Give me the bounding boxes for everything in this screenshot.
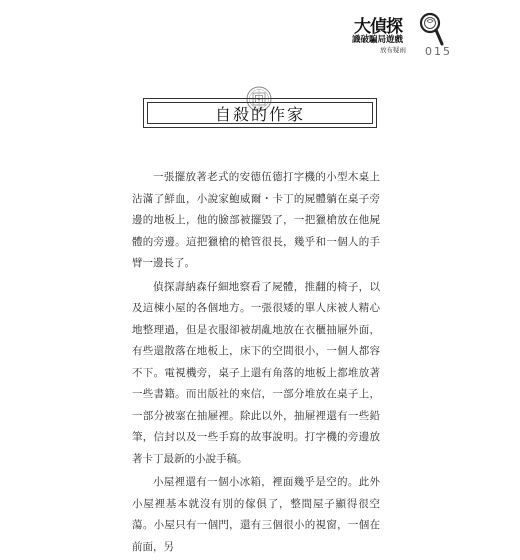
story-paragraph: 小屋裡還有一個小冰箱，裡面幾乎是空的。此外小屋裡基本就沒有別的傢俱了，整間屋子顯得很空蕩。小屋只有一個門，還有三個很小的視窗，一個在前面，另 (132, 476, 380, 553)
brand-tag: 放布疑雨 (380, 46, 406, 54)
story-paragraph: 一張擺放著老式的安德伍德打字機的小型木桌上沾滿了鮮血，小說家鮑威爾・卡丁的屍體躺在桌子旁邊的地板上，他的臉部被擺毀了，一把獵槍放在他屍體的旁邊。這把獵槍的槍管很長，幾乎和一個人的手臂一邊長了。 (132, 171, 380, 269)
chapter-title-inner-frame (147, 102, 373, 124)
book-brand-logo (352, 12, 422, 56)
story-body (132, 167, 380, 560)
page-number: 015 (425, 45, 452, 58)
chapter-title-frame (143, 98, 377, 128)
story-paragraph: 偵探壽納森仔細地察看了屍體，推翻的椅子，以及這棟小屋的各個地方。一張很矮的單人床被人精心地整理過，但是衣服卻被胡亂地放在衣櫃抽屜外面，有些還散落在地板上，床下的空間很小，一個人都容不下。電視機旁，桌子上還有角落的地板上都堆放著一些書籍。而出版社的來信，一部分堆放在桌子上，一部分被塞在抽屜裡。除此以外，抽屜裡還有一些鉛筆，信封以及一些手寫的故事說明。打字機的旁邊放著卡丁最新的小說手稿。 (132, 280, 380, 465)
brand-subtitle: 識破騙局遊戲 (352, 35, 404, 45)
chapter-title: 自殺的作家 (214, 104, 305, 124)
magnifier-icon (418, 12, 444, 46)
brand-title: 大偵探 (354, 17, 402, 37)
